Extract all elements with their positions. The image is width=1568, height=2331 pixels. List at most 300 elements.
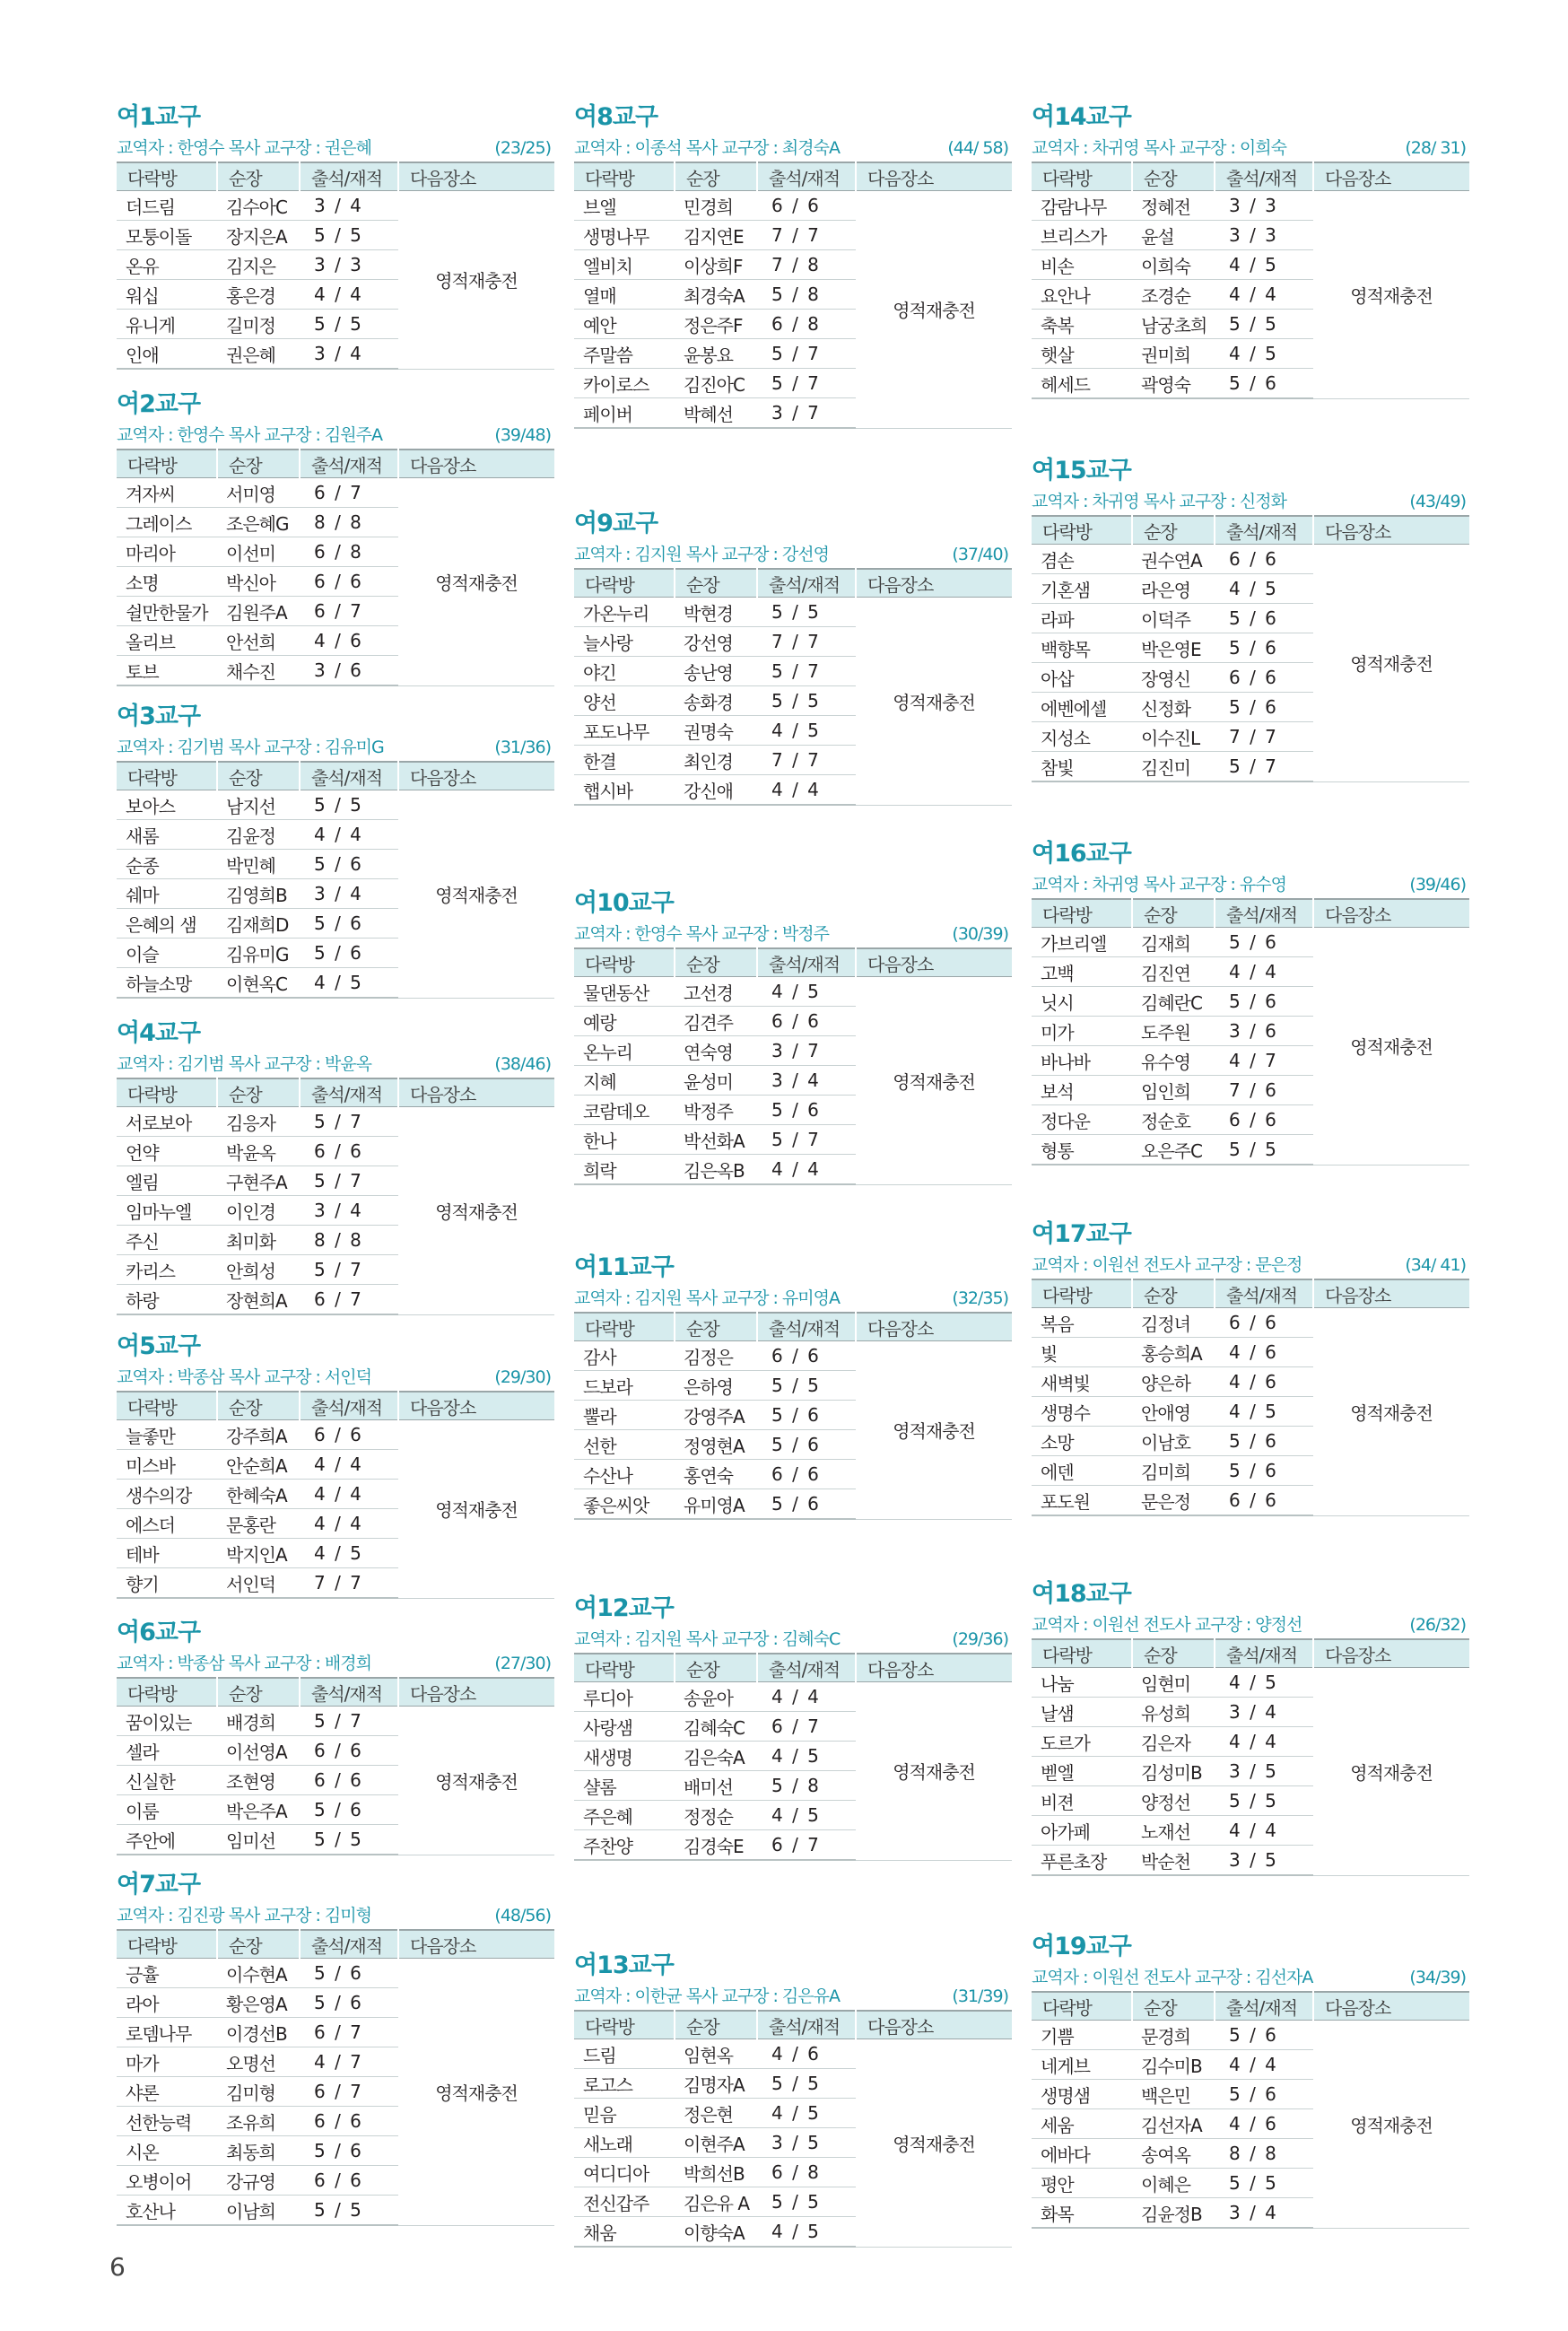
column-header: 순장	[675, 1313, 757, 1341]
attendance-ratio: (39/46)	[1409, 875, 1466, 895]
column-header: 출석/재적	[300, 162, 398, 191]
column-header: 다락방	[1032, 162, 1132, 191]
leaders-text: 교역자 : 김기범 목사 교구장 : 박윤옥	[117, 1054, 371, 1074]
district-title: 여19교구	[1032, 1933, 1131, 1960]
column-header: 다음장소	[1313, 1639, 1469, 1668]
leader-name: 안순희A	[217, 1450, 300, 1480]
attendance: 3 / 7	[757, 1036, 856, 1066]
attendance: 4 / 5	[757, 1742, 856, 1771]
district-leaders	[574, 921, 1012, 947]
district-block	[1032, 454, 1469, 782]
group-name: 기혼샘	[1032, 574, 1132, 604]
attendance: 7 / 7	[757, 627, 856, 657]
column-header: 순장	[217, 1392, 300, 1420]
district-title: 여4교구	[117, 1019, 201, 1047]
leader-name: 고선경	[675, 977, 757, 1007]
next-place: 영적재충전	[856, 598, 1012, 806]
district-leaders	[117, 135, 554, 162]
attendance: 6 / 6	[1215, 1308, 1313, 1338]
group-name: 지혜	[574, 1066, 675, 1096]
attendance-table	[117, 1078, 554, 1315]
group-name: 아가페	[1032, 1816, 1132, 1846]
district-title: 여11교구	[574, 1253, 674, 1281]
leader-name: 김명자A	[675, 2069, 757, 2099]
leader-name: 김견주	[675, 1007, 757, 1036]
district-title: 여18교구	[1032, 1580, 1131, 1608]
attendance: 6 / 6	[300, 1137, 398, 1166]
leader-name: 김영희B	[217, 879, 300, 909]
leader-name: 김응자	[217, 1107, 300, 1137]
attendance: 7 / 7	[757, 221, 856, 250]
attendance: 6 / 6	[757, 191, 856, 221]
attendance: 5 / 5	[757, 2187, 856, 2217]
district-block	[1032, 837, 1469, 1166]
district-title: 여10교구	[574, 889, 674, 917]
group-name: 비손	[1032, 250, 1132, 280]
next-place: 영적재충전	[856, 2039, 1012, 2248]
leader-name: 김윤정	[217, 820, 300, 850]
attendance: 4 / 5	[757, 716, 856, 746]
attendance-ratio: (26/32)	[1409, 1615, 1466, 1635]
column-header: 다락방	[574, 1654, 675, 1682]
attendance: 6 / 7	[300, 2018, 398, 2047]
leader-name: 양정선	[1132, 1786, 1215, 1816]
attendance: 4 / 4	[757, 1155, 856, 1185]
attendance: 5 / 5	[757, 1371, 856, 1401]
group-name: 은혜의 샘	[117, 909, 217, 939]
group-name: 소명	[117, 567, 217, 597]
attendance: 5 / 5	[1215, 2169, 1313, 2198]
district-block	[574, 100, 1012, 429]
leader-name: 이인경	[217, 1196, 300, 1226]
attendance: 5 / 6	[1215, 633, 1313, 663]
attendance: 3 / 4	[300, 879, 398, 909]
district-title: 여1교구	[117, 103, 201, 131]
group-name: 샤론	[117, 2077, 217, 2107]
district-leaders	[1032, 488, 1469, 515]
attendance: 5 / 6	[300, 850, 398, 879]
leader-name: 이남희	[217, 2196, 300, 2226]
group-name: 고백	[1032, 957, 1132, 987]
column-header: 다락방	[117, 762, 217, 790]
group-name: 로고스	[574, 2069, 675, 2099]
group-name: 엘비치	[574, 250, 675, 280]
attendance: 7 / 7	[300, 1568, 398, 1599]
attendance: 5 / 5	[1215, 310, 1313, 339]
column-header: 출석/재적	[300, 1392, 398, 1420]
column-header: 다음장소	[398, 1678, 554, 1707]
table-row	[1032, 928, 1469, 957]
attendance: 6 / 6	[300, 1420, 398, 1450]
leader-name: 이현주A	[675, 2128, 757, 2158]
group-name: 새롬	[117, 820, 217, 850]
attendance: 5 / 6	[1215, 928, 1313, 957]
leaders-text: 교역자 : 김기범 목사 교구장 : 김유미G	[117, 738, 384, 757]
group-name: 겨자씨	[117, 478, 217, 508]
group-name: 오병이어	[117, 2166, 217, 2196]
column-header: 다락방	[117, 1678, 217, 1707]
leader-name: 한혜숙A	[217, 1480, 300, 1509]
group-name: 꿈이있는	[117, 1707, 217, 1736]
district-title: 여16교구	[1032, 840, 1131, 868]
column-header: 순장	[675, 569, 757, 598]
attendance: 3 / 3	[300, 250, 398, 280]
next-place: 영적재충전	[856, 191, 1012, 429]
group-name: 더드림	[117, 191, 217, 221]
group-name: 셀라	[117, 1736, 217, 1766]
leader-name: 송윤아	[675, 1682, 757, 1712]
district-block	[117, 1330, 554, 1599]
column-header: 출석/재적	[757, 1654, 856, 1682]
column-header: 출석/재적	[1215, 1639, 1313, 1668]
district-leaders	[1032, 1252, 1469, 1279]
district-block	[574, 1251, 1012, 1520]
leader-name: 박현경	[675, 598, 757, 627]
group-name: 온누리	[574, 1036, 675, 1066]
leader-name: 김혜숙C	[675, 1712, 757, 1742]
group-name: 하랑	[117, 1285, 217, 1315]
column-header: 다락방	[574, 569, 675, 598]
column-header: 다락방	[1032, 516, 1132, 545]
column-header: 다락방	[117, 162, 217, 191]
leader-name: 연숙영	[675, 1036, 757, 1066]
attendance: 5 / 5	[300, 790, 398, 820]
attendance: 5 / 6	[1215, 693, 1313, 722]
leader-name: 이선미	[217, 537, 300, 567]
district-block	[117, 100, 554, 370]
leader-name: 김은옥B	[675, 1155, 757, 1185]
attendance: 5 / 6	[757, 1430, 856, 1460]
leader-name: 임현미	[1132, 1668, 1215, 1698]
group-name: 시온	[117, 2136, 217, 2166]
group-name: 토브	[117, 656, 217, 686]
column-header: 출석/재적	[300, 762, 398, 790]
column-header: 다음장소	[398, 1392, 554, 1420]
attendance: 4 / 6	[1215, 1338, 1313, 1367]
attendance: 5 / 6	[1215, 2021, 1313, 2050]
district-leaders	[1032, 135, 1469, 162]
attendance-ratio: (38/46)	[494, 1054, 551, 1074]
attendance-table	[574, 1312, 1012, 1520]
column-header: 출석/재적	[300, 1078, 398, 1107]
column-header: 출석/재적	[300, 450, 398, 478]
district-title: 여14교구	[1032, 103, 1131, 131]
attendance: 4 / 4	[300, 280, 398, 310]
group-name: 보석	[1032, 1076, 1132, 1105]
table-row	[1032, 545, 1469, 574]
leader-name: 정영현A	[675, 1430, 757, 1460]
leader-name: 김수미B	[1132, 2050, 1215, 2080]
attendance: 5 / 6	[300, 1959, 398, 1988]
column-header: 순장	[1132, 1992, 1215, 2021]
group-name: 한나	[574, 1125, 675, 1155]
group-name: 마가	[117, 2047, 217, 2077]
attendance: 3 / 3	[1215, 191, 1313, 221]
leader-name: 김정녀	[1132, 1308, 1215, 1338]
leaders-text: 교역자 : 이한균 목사 교구장 : 김은유A	[574, 1986, 840, 2006]
group-name: 기쁨	[1032, 2021, 1132, 2050]
column-header: 출석/재적	[300, 1930, 398, 1959]
attendance: 4 / 6	[1215, 1367, 1313, 1397]
group-name: 모퉁이돌	[117, 221, 217, 250]
attendance: 4 / 6	[757, 2039, 856, 2069]
attendance: 6 / 6	[300, 567, 398, 597]
column-header: 다락방	[1032, 1279, 1132, 1308]
attendance: 5 / 7	[757, 369, 856, 398]
next-place: 영적재충전	[1313, 928, 1469, 1166]
group-name: 감람나무	[1032, 191, 1132, 221]
group-name: 유니게	[117, 310, 217, 339]
leader-name: 김미희	[1132, 1456, 1215, 1486]
attendance: 5 / 6	[300, 1795, 398, 1825]
attendance-table	[117, 761, 554, 999]
group-name: 호산나	[117, 2196, 217, 2226]
group-name: 온유	[117, 250, 217, 280]
group-name: 생명샘	[1032, 2080, 1132, 2109]
district-block	[117, 1017, 554, 1315]
group-name: 향기	[117, 1568, 217, 1599]
leaders-text: 교역자 : 박종삼 목사 교구장 : 서인덕	[117, 1367, 371, 1387]
table-row	[1032, 2021, 1469, 2050]
attendance: 4 / 5	[1215, 1397, 1313, 1427]
leader-name: 강주희A	[217, 1420, 300, 1450]
next-place: 영적재충전	[398, 1420, 554, 1599]
district-title: 여2교구	[117, 390, 201, 418]
column-header: 순장	[675, 162, 757, 191]
group-name: 주신	[117, 1226, 217, 1255]
next-place: 영적재충전	[1313, 1668, 1469, 1876]
group-name: 가온누리	[574, 598, 675, 627]
leader-name: 이혜은	[1132, 2169, 1215, 2198]
column-header: 다음장소	[1313, 1279, 1469, 1308]
group-name: 서로보아	[117, 1107, 217, 1137]
district-leaders	[117, 1364, 554, 1391]
leader-name: 윤성미	[675, 1066, 757, 1096]
district-leaders	[1032, 1964, 1469, 1991]
leader-name: 김유미G	[217, 939, 300, 968]
column-header: 출석/재적	[757, 948, 856, 977]
attendance-ratio: (30/39)	[952, 924, 1008, 944]
column-header: 순장	[217, 1678, 300, 1707]
leader-name: 송여옥	[1132, 2139, 1215, 2169]
attendance: 6 / 7	[300, 1285, 398, 1315]
column-header: 다락방	[574, 948, 675, 977]
attendance: 5 / 6	[1215, 369, 1313, 399]
table-row	[574, 977, 1012, 1007]
column-header: 출석/재적	[1215, 899, 1313, 928]
attendance-ratio: (31/36)	[494, 738, 551, 757]
attendance: 4 / 5	[1215, 574, 1313, 604]
leader-name: 서미영	[217, 478, 300, 508]
leader-name: 박선화A	[675, 1125, 757, 1155]
group-name: 한결	[574, 746, 675, 775]
attendance: 5 / 6	[300, 2136, 398, 2166]
leader-name: 남궁초희	[1132, 310, 1215, 339]
attendance: 6 / 8	[757, 2158, 856, 2187]
group-name: 포도나무	[574, 716, 675, 746]
attendance: 3 / 5	[1215, 1757, 1313, 1786]
district-leaders	[574, 135, 1012, 162]
attendance: 3 / 4	[300, 191, 398, 221]
leader-name: 임현옥	[675, 2039, 757, 2069]
leaders-text: 교역자 : 이종석 목사 교구장 : 최경숙A	[574, 138, 840, 158]
leader-name: 김재희	[1132, 928, 1215, 957]
leaders-text: 교역자 : 한영수 목사 교구장 : 김원주A	[117, 425, 382, 445]
leader-name: 이경선B	[217, 2018, 300, 2047]
attendance: 5 / 5	[300, 1825, 398, 1855]
group-name: 카리스	[117, 1255, 217, 1285]
leader-name: 최동희	[217, 2136, 300, 2166]
attendance: 5 / 6	[1215, 604, 1313, 633]
column-header: 순장	[675, 1654, 757, 1682]
group-name: 축복	[1032, 310, 1132, 339]
group-name: 좋은씨앗	[574, 1489, 675, 1520]
leader-name: 강영주A	[675, 1401, 757, 1430]
attendance: 4 / 5	[1215, 1668, 1313, 1698]
leader-name: 조유희	[217, 2107, 300, 2136]
group-name: 양선	[574, 686, 675, 716]
column-header: 다락방	[574, 2011, 675, 2039]
attendance-table	[1032, 1991, 1469, 2229]
group-name: 새벽빛	[1032, 1367, 1132, 1397]
column-header: 다음장소	[398, 1930, 554, 1959]
attendance: 6 / 6	[757, 1460, 856, 1489]
attendance: 4 / 4	[1215, 1816, 1313, 1846]
district-block	[117, 700, 554, 999]
group-name: 정다운	[1032, 1105, 1132, 1135]
column-header: 다락방	[117, 1392, 217, 1420]
attendance: 8 / 8	[1215, 2139, 1313, 2169]
group-name: 코람데오	[574, 1096, 675, 1125]
column-header: 다락방	[1032, 1639, 1132, 1668]
group-name: 야긴	[574, 657, 675, 686]
group-name: 열매	[574, 280, 675, 310]
attendance: 3 / 4	[300, 339, 398, 370]
attendance: 4 / 5	[757, 2217, 856, 2248]
group-name: 워십	[117, 280, 217, 310]
leader-name: 구현주A	[217, 1166, 300, 1196]
leaders-text: 교역자 : 한영수 목사 교구장 : 권은혜	[117, 138, 371, 158]
attendance: 5 / 6	[757, 1401, 856, 1430]
leader-name: 박윤옥	[217, 1137, 300, 1166]
column-header: 순장	[217, 762, 300, 790]
group-name: 평안	[1032, 2169, 1132, 2198]
attendance-ratio: (31/39)	[952, 1986, 1008, 2006]
district-title: 여8교구	[574, 103, 658, 131]
next-place: 영적재충전	[856, 977, 1012, 1185]
attendance: 5 / 7	[300, 1707, 398, 1736]
leader-name: 조현영	[217, 1766, 300, 1795]
leader-name: 문경희	[1132, 2021, 1215, 2050]
leader-name: 김은자	[1132, 1727, 1215, 1757]
group-name: 바나바	[1032, 1046, 1132, 1076]
group-name: 헤세드	[1032, 369, 1132, 399]
column-header: 순장	[217, 162, 300, 191]
attendance: 6 / 6	[1215, 1486, 1313, 1516]
attendance: 5 / 6	[1215, 1427, 1313, 1456]
leader-name: 김지은	[217, 250, 300, 280]
table-row	[574, 598, 1012, 627]
district-title: 여6교구	[117, 1619, 201, 1646]
table-row	[117, 1420, 554, 1450]
attendance-table	[117, 1391, 554, 1599]
leader-name: 김진연	[1132, 957, 1215, 987]
attendance: 4 / 4	[300, 1509, 398, 1539]
district-block	[574, 886, 1012, 1185]
leader-name: 권은혜	[217, 339, 300, 370]
leader-name: 박지인A	[217, 1539, 300, 1568]
group-name: 주찬양	[574, 1830, 675, 1861]
attendance-table	[1032, 1638, 1469, 1876]
leaders-text: 교역자 : 차귀영 목사 교구장 : 신정화	[1032, 492, 1286, 511]
group-name: 에벤에셀	[1032, 693, 1132, 722]
group-name: 소망	[1032, 1427, 1132, 1456]
column-header: 순장	[675, 948, 757, 977]
table-row	[117, 191, 554, 221]
column-header: 다음장소	[856, 1313, 1012, 1341]
column-header: 다음장소	[1313, 516, 1469, 545]
group-name: 예안	[574, 310, 675, 339]
group-name: 주말씀	[574, 339, 675, 369]
group-name: 날샘	[1032, 1698, 1132, 1727]
leader-name: 박은영E	[1132, 633, 1215, 663]
column-header: 다음장소	[856, 569, 1012, 598]
leaders-text: 교역자 : 차귀영 목사 교구장 : 유수영	[1032, 875, 1286, 895]
leader-name: 이상희F	[675, 250, 757, 280]
column-header: 다락방	[117, 1930, 217, 1959]
attendance: 5 / 6	[300, 939, 398, 968]
leader-name: 장영신	[1132, 663, 1215, 693]
attendance: 5 / 7	[757, 1125, 856, 1155]
group-name: 푸른초장	[1032, 1846, 1132, 1876]
group-name: 신실한	[117, 1766, 217, 1795]
leader-name: 오은주C	[1132, 1135, 1215, 1166]
leader-name: 강규영	[217, 2166, 300, 2196]
column-header: 출석/재적	[1215, 1992, 1313, 2021]
column-header: 출석/재적	[300, 1678, 398, 1707]
group-name: 미가	[1032, 1017, 1132, 1046]
group-name: 새노래	[574, 2128, 675, 2158]
attendance: 5 / 8	[757, 1771, 856, 1801]
group-name: 생수의강	[117, 1480, 217, 1509]
attendance: 4 / 5	[300, 1539, 398, 1568]
group-name: 샬롬	[574, 1771, 675, 1801]
leader-name: 홍연숙	[675, 1460, 757, 1489]
attendance: 7 / 8	[757, 250, 856, 280]
group-name: 생명나무	[574, 221, 675, 250]
group-name: 카이로스	[574, 369, 675, 398]
group-name: 네게브	[1032, 2050, 1132, 2080]
attendance: 4 / 5	[757, 1801, 856, 1830]
attendance: 6 / 7	[300, 478, 398, 508]
attendance: 5 / 6	[300, 1988, 398, 2018]
attendance: 3 / 3	[1215, 221, 1313, 250]
attendance-table	[574, 162, 1012, 429]
leader-name: 홍승희A	[1132, 1338, 1215, 1367]
attendance: 5 / 7	[757, 657, 856, 686]
district-title: 여12교구	[574, 1594, 674, 1622]
attendance: 3 / 6	[300, 656, 398, 686]
leader-name: 권미희	[1132, 339, 1215, 369]
attendance: 5 / 6	[757, 1096, 856, 1125]
group-name: 햅시바	[574, 775, 675, 806]
leader-name: 채수진	[217, 656, 300, 686]
leader-name: 최인경	[675, 746, 757, 775]
column-header: 순장	[1132, 516, 1215, 545]
leader-name: 권명숙	[675, 716, 757, 746]
district-block	[574, 507, 1012, 806]
leader-name: 유성희	[1132, 1698, 1215, 1727]
